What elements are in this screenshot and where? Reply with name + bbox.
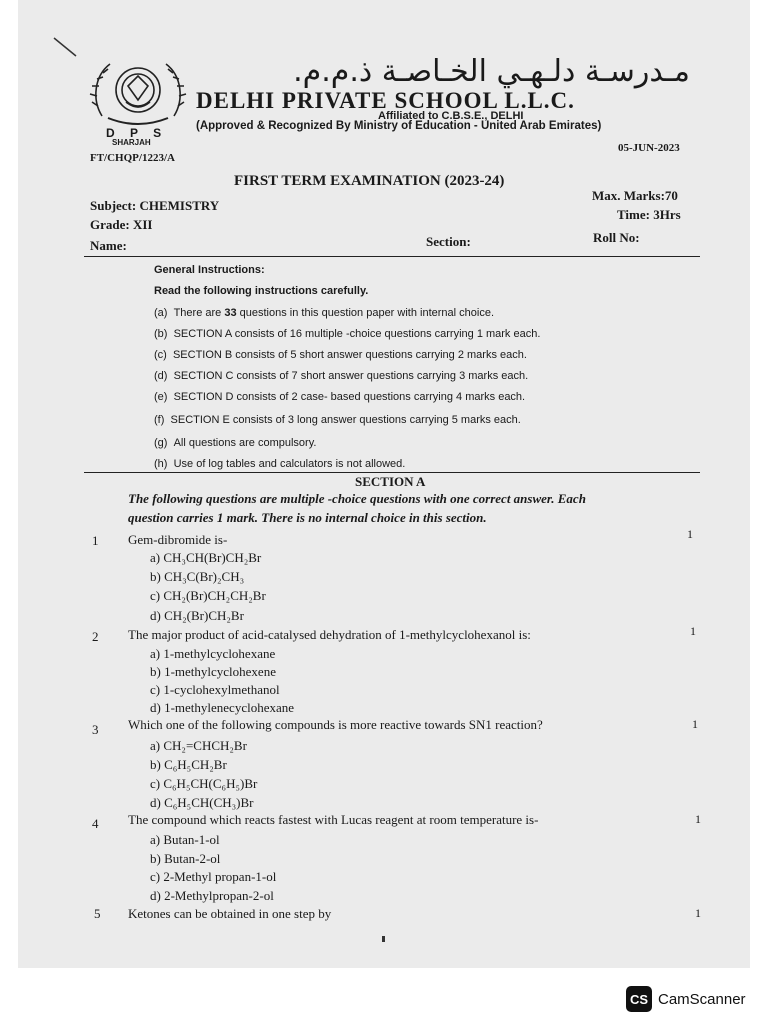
subject-label: Subject: CHEMISTRY (90, 198, 220, 213)
question-marks: 1 (692, 717, 698, 731)
question-text: Which one of the following compounds is more reactive towards SN1 reaction? (128, 717, 543, 732)
question-number: 3 (92, 722, 99, 737)
answer-option: b) CH₃C(Br)₂CH₃ (150, 569, 245, 584)
question-text: Ketones can be obtained in one step by (128, 906, 332, 921)
max-marks-label: Max. Marks:70 (592, 188, 678, 203)
section-a-title: SECTION A (355, 474, 426, 489)
approval-text: (Approved & Recognized By Ministry of Education - United Arab Emirates) (196, 120, 602, 132)
question-number: 5 (94, 906, 101, 921)
answer-option: d) C₆H₅CH(CH₃)Br (150, 795, 254, 810)
answer-option: a) 1-methylcyclohexane (150, 646, 276, 661)
answer-option: c) CH₂(Br)CH₂CH₂Br (150, 588, 266, 603)
camscanner-logo-icon: CS (626, 986, 652, 1012)
answer-option: d) 2-Methylpropan-2-ol (150, 888, 274, 903)
instruction-item: (h) Use of log tables and calculators is not allowed. (154, 458, 406, 470)
question-marks: 1 (695, 906, 701, 920)
instruction-item: (d) SECTION C consists of 7 short answer questions carrying 3 marks each. (154, 370, 529, 382)
answer-option: b) 1-methylcyclohexene (150, 664, 276, 679)
answer-option: d) CH₂(Br)CH₂Br (150, 608, 244, 623)
instruction-item: (b) SECTION A consists of 16 multiple -choice questions carrying 1 mark each. (154, 328, 541, 340)
answer-option: c) 2-Methyl propan-1-ol (150, 869, 277, 884)
instructions-divider (84, 472, 700, 473)
header-divider (84, 256, 700, 257)
question-number: 2 (92, 629, 99, 644)
exam-title: FIRST TERM EXAMINATION (2023-24) (234, 173, 505, 189)
question-text: Gem-dibromide is- (128, 532, 228, 547)
section-a-intro: The following questions are multiple -choice questions with one correct answer. Each (128, 491, 586, 506)
question-marks: 1 (690, 624, 696, 638)
instruction-item: (f) SECTION E consists of 3 long answer questions carrying 5 marks each. (154, 414, 521, 426)
section-label: Section: (426, 234, 471, 249)
logo-city: SHARJAH (112, 138, 151, 147)
school-crest-logo (88, 56, 188, 128)
question-number: 4 (92, 816, 99, 831)
question-text: The major product of acid-catalysed dehydration of 1-methylcyclohexanol is: (128, 627, 531, 642)
instruction-item: (c) SECTION B consists of 5 short answer questions carrying 2 marks each. (154, 349, 527, 361)
camscanner-watermark (626, 986, 746, 1012)
answer-option: d) 1-methylenecyclohexane (150, 700, 295, 715)
affiliation-text: Affiliated to C.B.S.E., DELHI (378, 110, 524, 122)
question-marks: 1 (695, 812, 701, 826)
answer-option: b) Butan-2-ol (150, 851, 221, 866)
paper-code: FT/CHQP/1223/A (90, 152, 175, 164)
pen-mark (52, 36, 80, 60)
instruction-item: (e) SECTION D consists of 2 case- based questions carrying 4 marks each. (154, 391, 526, 403)
answer-option: a) CH₃CH(Br)CH₂Br (150, 550, 262, 565)
logo-abbreviation: D P S (106, 126, 168, 140)
instruction-item: (g) All questions are compulsory. (154, 437, 317, 449)
arabic-school-name: مـدرسـة دلـهـي الخـاصـة ذ.م.م. (293, 54, 690, 89)
exam-date: 05-JUN-2023 (618, 142, 680, 154)
instructions-subheading: Read the following instructions carefully. (154, 285, 369, 297)
school-name: DELHI PRIVATE SCHOOL L.L.C. (196, 88, 575, 113)
page-mark (382, 936, 385, 942)
answer-option: a) Butan-1-ol (150, 832, 220, 847)
instruction-item: (a) There are 33 questions in this question paper with internal choice. (154, 307, 495, 319)
question-number: 1 (92, 533, 99, 548)
name-label: Name: (90, 238, 127, 253)
camscanner-label: CamScanner (658, 990, 746, 1008)
answer-option: c) C₆H₅CH(C₆H₅)Br (150, 776, 258, 791)
question-text: The compound which reacts fastest with Lucas reagent at room temperature is- (128, 812, 539, 827)
instructions-heading: General Instructions: (154, 264, 265, 276)
time-label: Time: 3Hrs (617, 207, 681, 222)
answer-option: b) C₆H₅CH₂Br (150, 757, 227, 772)
question-marks: 1 (687, 527, 693, 541)
answer-option: a) CH₂=CHCH₂Br (150, 738, 247, 753)
roll-number-label: Roll No: (593, 230, 640, 245)
grade-label: Grade: XII (90, 217, 153, 232)
section-a-intro: question carries 1 mark. There is no internal choice in this section. (128, 510, 487, 525)
answer-option: c) 1-cyclohexylmethanol (150, 682, 280, 697)
